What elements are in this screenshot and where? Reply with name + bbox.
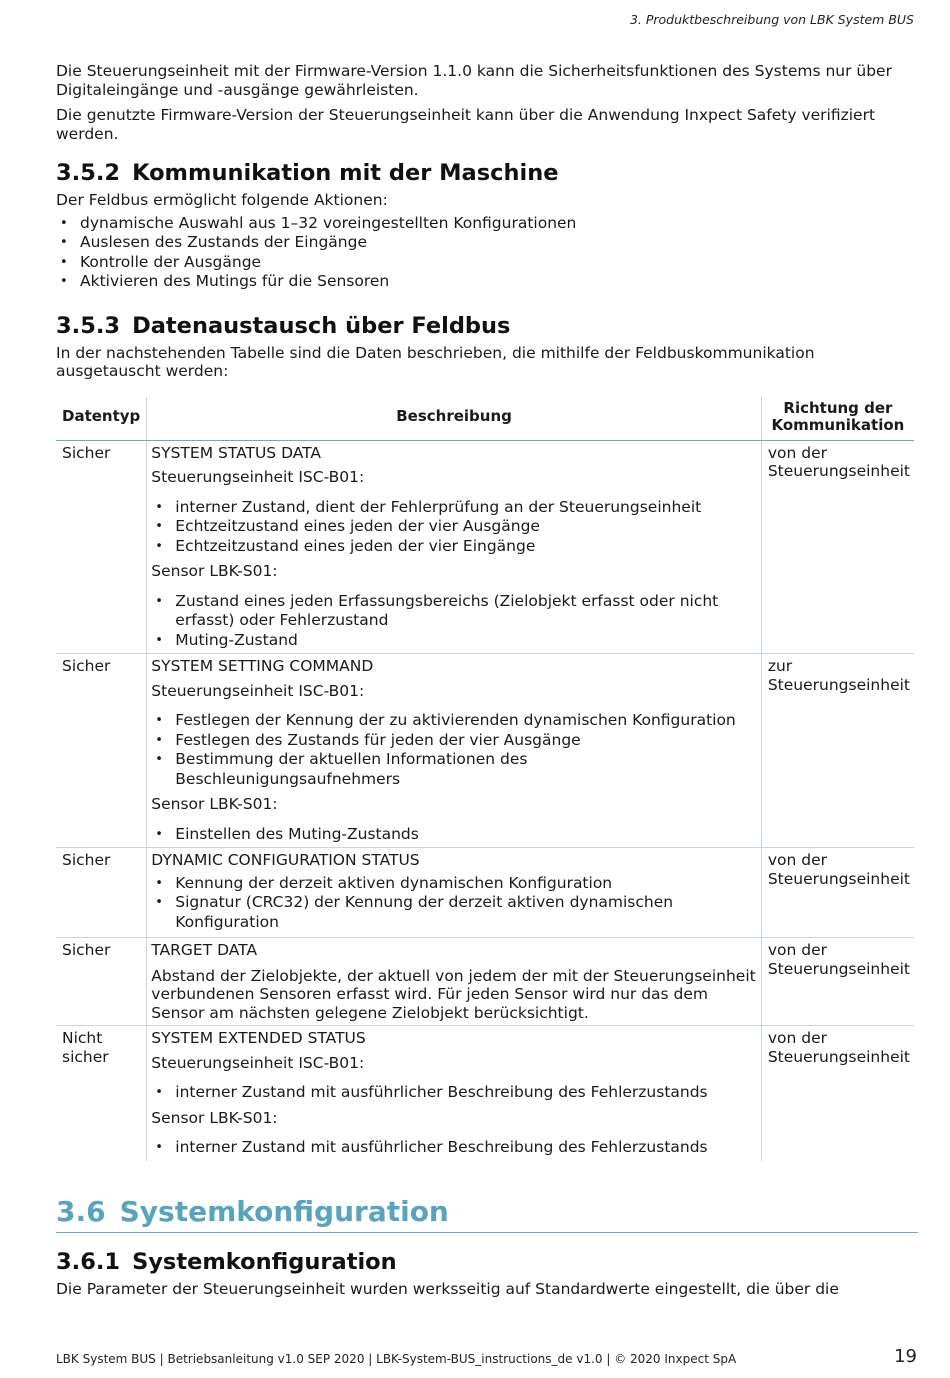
cell-type: Nicht sicher xyxy=(56,1026,147,1161)
table-row xyxy=(56,938,914,1026)
device-items xyxy=(151,498,757,557)
cell-description xyxy=(147,1026,762,1161)
device-label: Steuerungseinheit ISC-B01: xyxy=(151,681,365,700)
table-row xyxy=(56,654,914,848)
column-header-description: Beschreibung xyxy=(147,397,762,441)
table-row xyxy=(56,1026,914,1161)
list-item: • Kennung der derzeit aktiven dynamischen Konfiguration xyxy=(151,874,757,894)
heading-number: 3.5.2 xyxy=(56,160,121,186)
cell-description xyxy=(147,440,762,654)
data-title: SYSTEM STATUS DATA xyxy=(151,443,322,462)
device-label: Steuerungseinheit ISC-B01: xyxy=(151,468,365,486)
device-items xyxy=(151,874,757,933)
list-item: • Zustand eines jeden Erfassungsbereichs (Zielobjekt erfasst oder nicht erfasst) oder Fehlerzustand xyxy=(151,592,757,631)
cell-direction: von der Steuerungseinheit xyxy=(761,848,914,938)
device-items xyxy=(151,1138,757,1158)
heading-title: Systemkonfiguration xyxy=(132,1248,397,1275)
heading-title: Systemkonfiguration xyxy=(119,1194,449,1228)
intro-paragraph-2: Die genutzte Firmware-Version der Steuerungseinheit kann über die Anwendung Inxpect Safety verifiziert werden. xyxy=(56,106,876,143)
heading-3-6-1 xyxy=(56,1249,918,1276)
heading-number: 3.6 xyxy=(56,1194,106,1228)
heading-title: Kommunikation mit der Maschine xyxy=(132,160,559,186)
device-items xyxy=(151,711,757,789)
list-item: • Bestimmung der aktuellen Informationen des Beschleunigungsaufnehmers xyxy=(151,750,757,789)
heading-3-5-2 xyxy=(56,160,918,187)
cell-description xyxy=(147,654,762,848)
running-header: 3. Produktbeschreibung von LBK System BUS xyxy=(629,12,914,27)
list-item: • interner Zustand, dient der Fehlerprüfung an der Steuerungseinheit xyxy=(151,498,757,518)
cell-type: Sicher xyxy=(56,938,147,1026)
cell-direction: von der Steuerungseinheit xyxy=(767,1029,911,1066)
list-item: • Aktivieren des Mutings für die Sensoren xyxy=(56,272,918,292)
cell-type: Sicher xyxy=(56,654,147,848)
data-title: SYSTEM EXTENDED STATUS xyxy=(151,1029,366,1047)
cell-type: Sicher xyxy=(56,848,147,938)
device-label: Steuerungseinheit ISC-B01: xyxy=(151,1053,365,1072)
data-description: Abstand der Zielobjekte, der aktuell von jedem der mit der Steuerungseinheit verbundenen Sensoren erfasst wird. Für jeden Sensor wird nur das dem Sensor am nächsten gelegene Zielobjekt berücksichtigt. xyxy=(151,966,756,1022)
cell-description xyxy=(147,938,762,1026)
list-item: • Echtzeitzustand eines jeden der vier Eingänge xyxy=(151,537,757,557)
list-item: • Signatur (CRC32) der Kennung der derzeit aktiven dynamischen Konfiguration xyxy=(151,893,757,932)
list-item: • Auslesen des Zustands der Eingänge xyxy=(56,233,918,253)
section-paragraph: Die Parameter der Steuerungseinheit wurden werksseitig auf Standardwerte eingestellt, die über die xyxy=(56,1279,839,1298)
data-title: SYSTEM SETTING COMMAND xyxy=(151,657,374,675)
page-number: 19 xyxy=(894,1346,917,1367)
actions-list xyxy=(56,214,918,292)
list-item: • interner Zustand mit ausführlicher Beschreibung des Fehlerzustands xyxy=(151,1083,757,1103)
list-item: • Muting-Zustand xyxy=(151,631,757,651)
list-item: • dynamische Auswahl aus 1–32 voreingestellten Konfigurationen xyxy=(56,214,918,234)
data-exchange-table xyxy=(56,397,914,1161)
device-label: Sensor LBK-S01: xyxy=(151,795,278,813)
column-header-type: Datentyp xyxy=(56,397,147,441)
cell-direction: von der Steuerungseinheit xyxy=(761,938,914,1026)
cell-type: Sicher xyxy=(56,440,147,654)
heading-number: 3.6.1 xyxy=(56,1248,121,1275)
list-item: • Festlegen der Kennung der zu aktivierenden dynamischen Konfiguration xyxy=(151,711,757,731)
device-items xyxy=(151,592,757,651)
table-header-row xyxy=(56,397,914,441)
heading-3-5-3 xyxy=(56,313,918,340)
cell-description xyxy=(147,848,762,938)
list-item: • Festlegen des Zustands für jeden der vier Ausgänge xyxy=(151,731,757,751)
footer-text: LBK System BUS | Betriebsanleitung v1.0 SEP 2020 | LBK-System-BUS_instructions_de v1.0 | © 2020 Inxpect SpA xyxy=(56,1352,737,1366)
table-row xyxy=(56,848,914,938)
data-title: TARGET DATA xyxy=(151,941,258,959)
list-item: • Kontrolle der Ausgänge xyxy=(56,253,918,273)
device-label: Sensor LBK-S01: xyxy=(151,1108,278,1127)
cell-direction: von der Steuerungseinheit xyxy=(761,440,914,654)
table-row xyxy=(56,440,914,654)
cell-direction: zur Steuerungseinheit xyxy=(761,654,914,848)
page-content xyxy=(56,62,918,1305)
heading-number: 3.5.3 xyxy=(56,312,121,339)
list-item: • interner Zustand mit ausführlicher Beschreibung des Fehlerzustands xyxy=(151,1138,757,1158)
device-items xyxy=(151,1083,757,1103)
heading-3-6 xyxy=(56,1195,918,1233)
data-title: DYNAMIC CONFIGURATION STATUS xyxy=(151,851,420,869)
column-header-direction: Richtung der Kommunikation xyxy=(761,397,914,441)
section-lead: Der Feldbus ermöglicht folgende Aktionen: xyxy=(56,191,388,209)
intro-paragraph-1: Die Steuerungseinheit mit der Firmware-Version 1.1.0 kann die Sicherheitsfunktionen des Systems nur über Digitaleingänge und -ausgänge gewährleisten. xyxy=(56,62,892,99)
device-items xyxy=(151,825,757,845)
heading-title: Datenaustausch über Feldbus xyxy=(132,312,511,339)
list-item: • Einstellen des Muting-Zustands xyxy=(151,825,757,845)
list-item: • Echtzeitzustand eines jeden der vier Ausgänge xyxy=(151,517,757,537)
section-lead: In der nachstehenden Tabelle sind die Daten beschrieben, die mithilfe der Feldbuskommunikation ausgetauscht werden: xyxy=(56,343,815,380)
device-label: Sensor LBK-S01: xyxy=(151,562,278,580)
page-footer xyxy=(56,1346,917,1367)
